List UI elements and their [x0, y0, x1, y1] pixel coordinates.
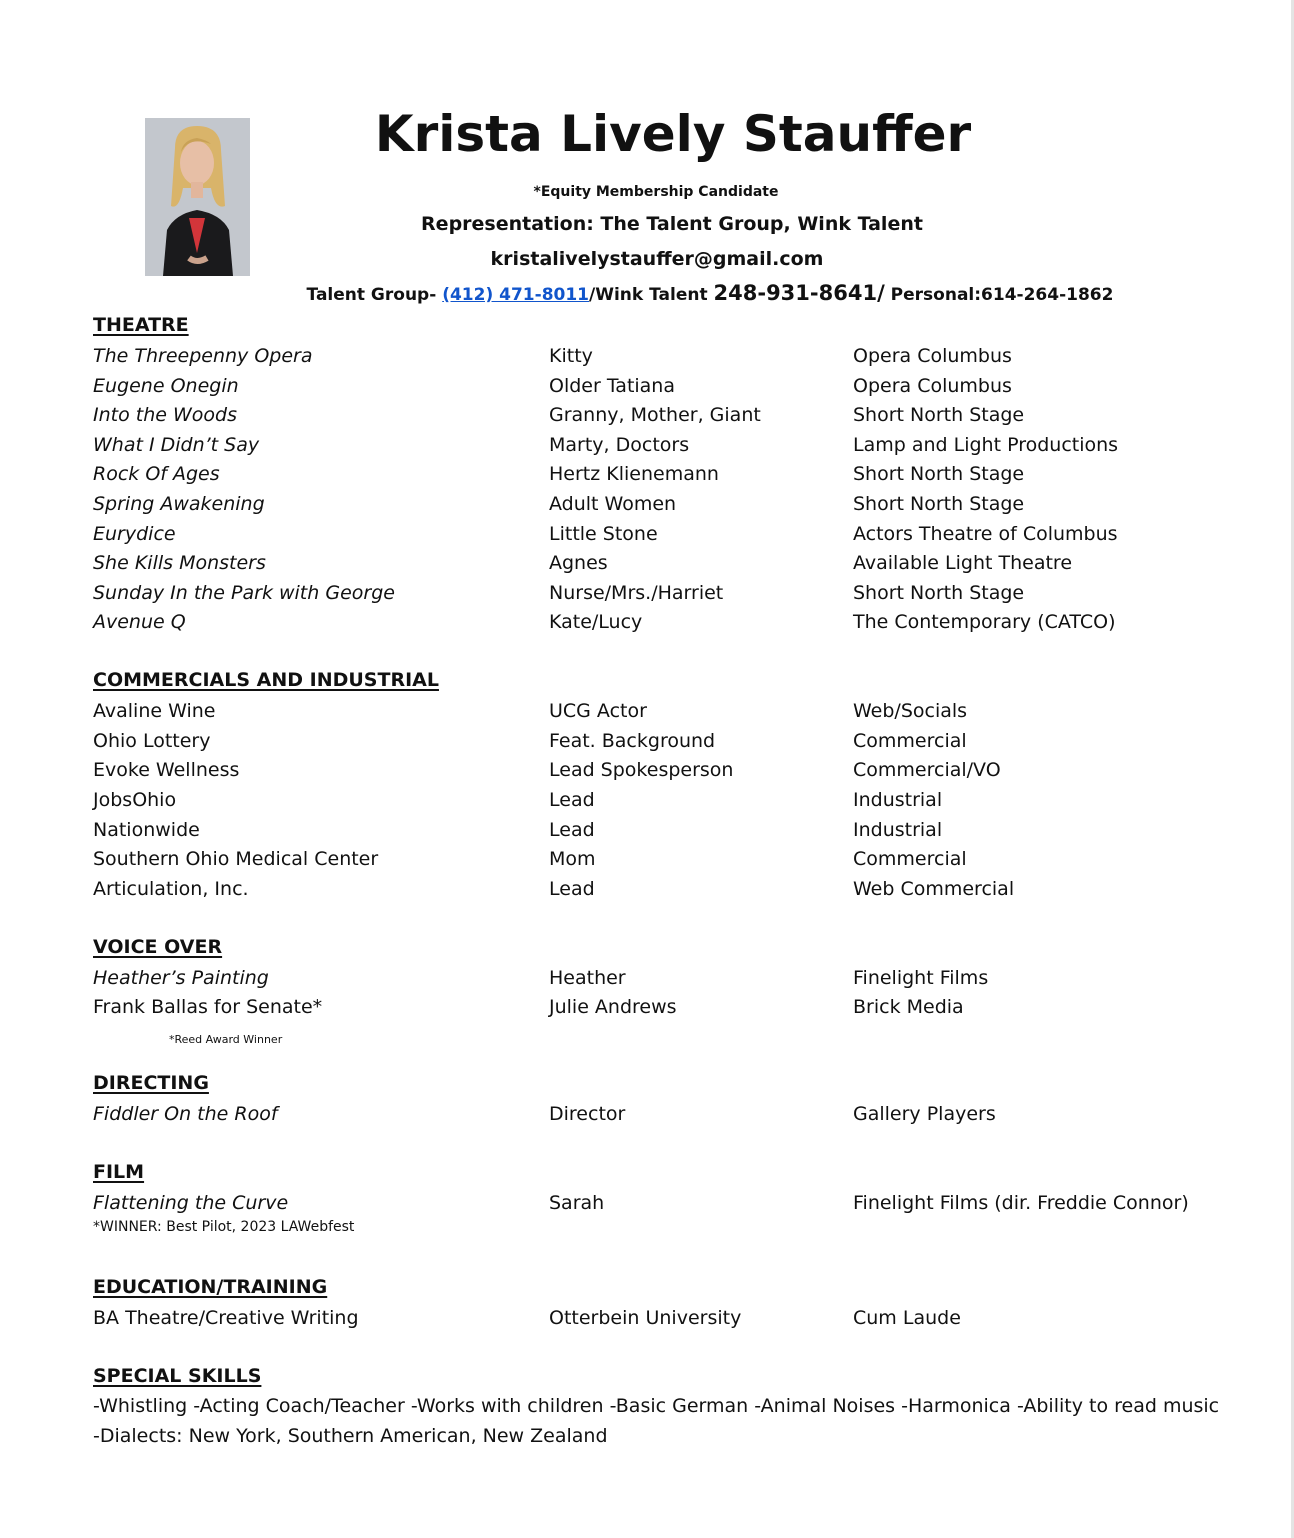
- contact-line: [200, 279, 1220, 309]
- directing-heading: DIRECTING: [93, 1072, 209, 1094]
- talent-group-phone-link[interactable]: (412) 471-8011: [442, 285, 590, 305]
- headshot-photo: [145, 118, 250, 276]
- show-title: Eurydice: [93, 523, 176, 545]
- client: Ohio Lottery: [93, 730, 211, 752]
- client: Evoke Wellness: [93, 759, 240, 781]
- company: Opera Columbus: [853, 375, 1012, 397]
- project: Frank Ballas for Senate*: [93, 996, 323, 1018]
- skills-heading: SPECIAL SKILLS: [93, 1365, 262, 1387]
- table-row: [0, 1303, 1294, 1333]
- role: Lead: [549, 878, 595, 900]
- wink-talent-label: /Wink Talent: [589, 285, 714, 305]
- medium: Commercial/VO: [853, 759, 1001, 781]
- show-title: Avenue Q: [93, 611, 186, 633]
- commercials-heading: COMMERCIALS AND INDUSTRIAL: [93, 669, 439, 691]
- company: Short North Stage: [853, 463, 1025, 485]
- show-title: She Kills Monsters: [93, 552, 266, 574]
- role: Older Tatiana: [549, 375, 675, 397]
- candidate-name: Krista Lively Stauffer: [374, 105, 972, 163]
- table-row: [0, 992, 1294, 1022]
- medium: Web/Socials: [853, 700, 968, 722]
- client: Avaline Wine: [93, 700, 216, 722]
- personal-phone: Personal:614-264-1862: [884, 285, 1114, 305]
- table-row: [0, 371, 1294, 401]
- role: Granny, Mother, Giant: [549, 404, 761, 426]
- table-row: [0, 607, 1294, 637]
- project: Heather’s Painting: [93, 967, 269, 989]
- medium: Industrial: [853, 789, 943, 811]
- show-title: Eugene Onegin: [93, 375, 239, 397]
- film-title: Flattening the Curve: [93, 1192, 289, 1214]
- role: Feat. Background: [549, 730, 716, 752]
- company: The Contemporary (CATCO): [853, 611, 1116, 633]
- role: Kitty: [549, 345, 593, 367]
- role: Julie Andrews: [549, 996, 677, 1018]
- table-row: [0, 963, 1294, 993]
- table-row: [0, 1099, 1294, 1129]
- school: Otterbein University: [549, 1307, 742, 1329]
- company: Short North Stage: [853, 582, 1025, 604]
- award-note: *WINNER: Best Pilot, 2023 LAWebfest: [93, 1219, 355, 1235]
- client: Articulation, Inc.: [93, 878, 249, 900]
- role: Lead Spokesperson: [549, 759, 734, 781]
- voice-over-heading: VOICE OVER: [93, 936, 223, 958]
- table-row: [0, 430, 1294, 460]
- role: Director: [549, 1103, 626, 1125]
- medium: Industrial: [853, 819, 943, 841]
- skills-text: -Whistling -Acting Coach/Teacher -Works with children -Basic German -Animal Noises -Harmonica -Ability to read music -Dialects: New York, Southern American, New Zealand: [93, 1395, 1220, 1447]
- role: UCG Actor: [549, 700, 647, 722]
- role: Nurse/Mrs./Harriet: [549, 582, 724, 604]
- table-row: [0, 341, 1294, 371]
- table-row: [0, 815, 1294, 845]
- show-title: The Threepenny Opera: [93, 345, 313, 367]
- honors: Cum Laude: [853, 1307, 961, 1329]
- company: Finelight Films: [853, 967, 989, 989]
- equity-note: *Equity Membership Candidate: [533, 184, 779, 200]
- medium: Commercial: [853, 848, 967, 870]
- client: Southern Ohio Medical Center: [93, 848, 379, 870]
- company: Available Light Theatre: [853, 552, 1073, 574]
- table-row: [0, 489, 1294, 519]
- company: Brick Media: [853, 996, 964, 1018]
- role: Marty, Doctors: [549, 434, 690, 456]
- wink-talent-phone: 248-931-8641/: [713, 281, 885, 305]
- medium: Commercial: [853, 730, 967, 752]
- film-heading: FILM: [93, 1161, 145, 1183]
- award-note: *Reed Award Winner: [169, 1033, 283, 1046]
- table-row: [0, 548, 1294, 578]
- table-row: [0, 459, 1294, 489]
- show-title: Fiddler On the Roof: [93, 1103, 278, 1125]
- table-row: [0, 755, 1294, 785]
- table-row: [0, 785, 1294, 815]
- role: Hertz Klienemann: [549, 463, 719, 485]
- show-title: Into the Woods: [93, 404, 237, 426]
- client: Nationwide: [93, 819, 200, 841]
- company: Finelight Films (dir. Freddie Connor): [853, 1192, 1189, 1214]
- show-title: What I Didn’t Say: [93, 434, 260, 456]
- role: Mom: [549, 848, 596, 870]
- role: Agnes: [549, 552, 608, 574]
- show-title: Spring Awakening: [93, 493, 265, 515]
- role: Sarah: [549, 1192, 605, 1214]
- role: Lead: [549, 819, 595, 841]
- education-heading: EDUCATION/TRAINING: [93, 1276, 328, 1298]
- role: Little Stone: [549, 523, 658, 545]
- client: JobsOhio: [93, 789, 177, 811]
- company: Short North Stage: [853, 404, 1025, 426]
- table-row: [0, 400, 1294, 430]
- show-title: Rock Of Ages: [93, 463, 220, 485]
- company: Actors Theatre of Columbus: [853, 523, 1118, 545]
- company: Short North Stage: [853, 493, 1025, 515]
- role: Adult Women: [549, 493, 677, 515]
- email-address[interactable]: kristalivelystauffer@gmail.com: [490, 248, 824, 270]
- role: Lead: [549, 789, 595, 811]
- company: Opera Columbus: [853, 345, 1012, 367]
- medium: Web Commercial: [853, 878, 1015, 900]
- show-title: Sunday In the Park with George: [93, 582, 395, 604]
- representation: Representation: The Talent Group, Wink Talent: [421, 213, 923, 235]
- company: Gallery Players: [853, 1103, 996, 1125]
- talent-group-label: Talent Group-: [306, 285, 443, 305]
- role: Heather: [549, 967, 626, 989]
- table-row: [0, 578, 1294, 608]
- table-row: [0, 874, 1294, 904]
- table-row: [0, 696, 1294, 726]
- company: Lamp and Light Productions: [853, 434, 1119, 456]
- role: Kate/Lucy: [549, 611, 643, 633]
- table-row: [0, 1188, 1294, 1218]
- table-row: [0, 844, 1294, 874]
- degree: BA Theatre/Creative Writing: [93, 1307, 359, 1329]
- table-row: [0, 726, 1294, 756]
- table-row: [0, 519, 1294, 549]
- theatre-heading: THEATRE: [93, 314, 189, 336]
